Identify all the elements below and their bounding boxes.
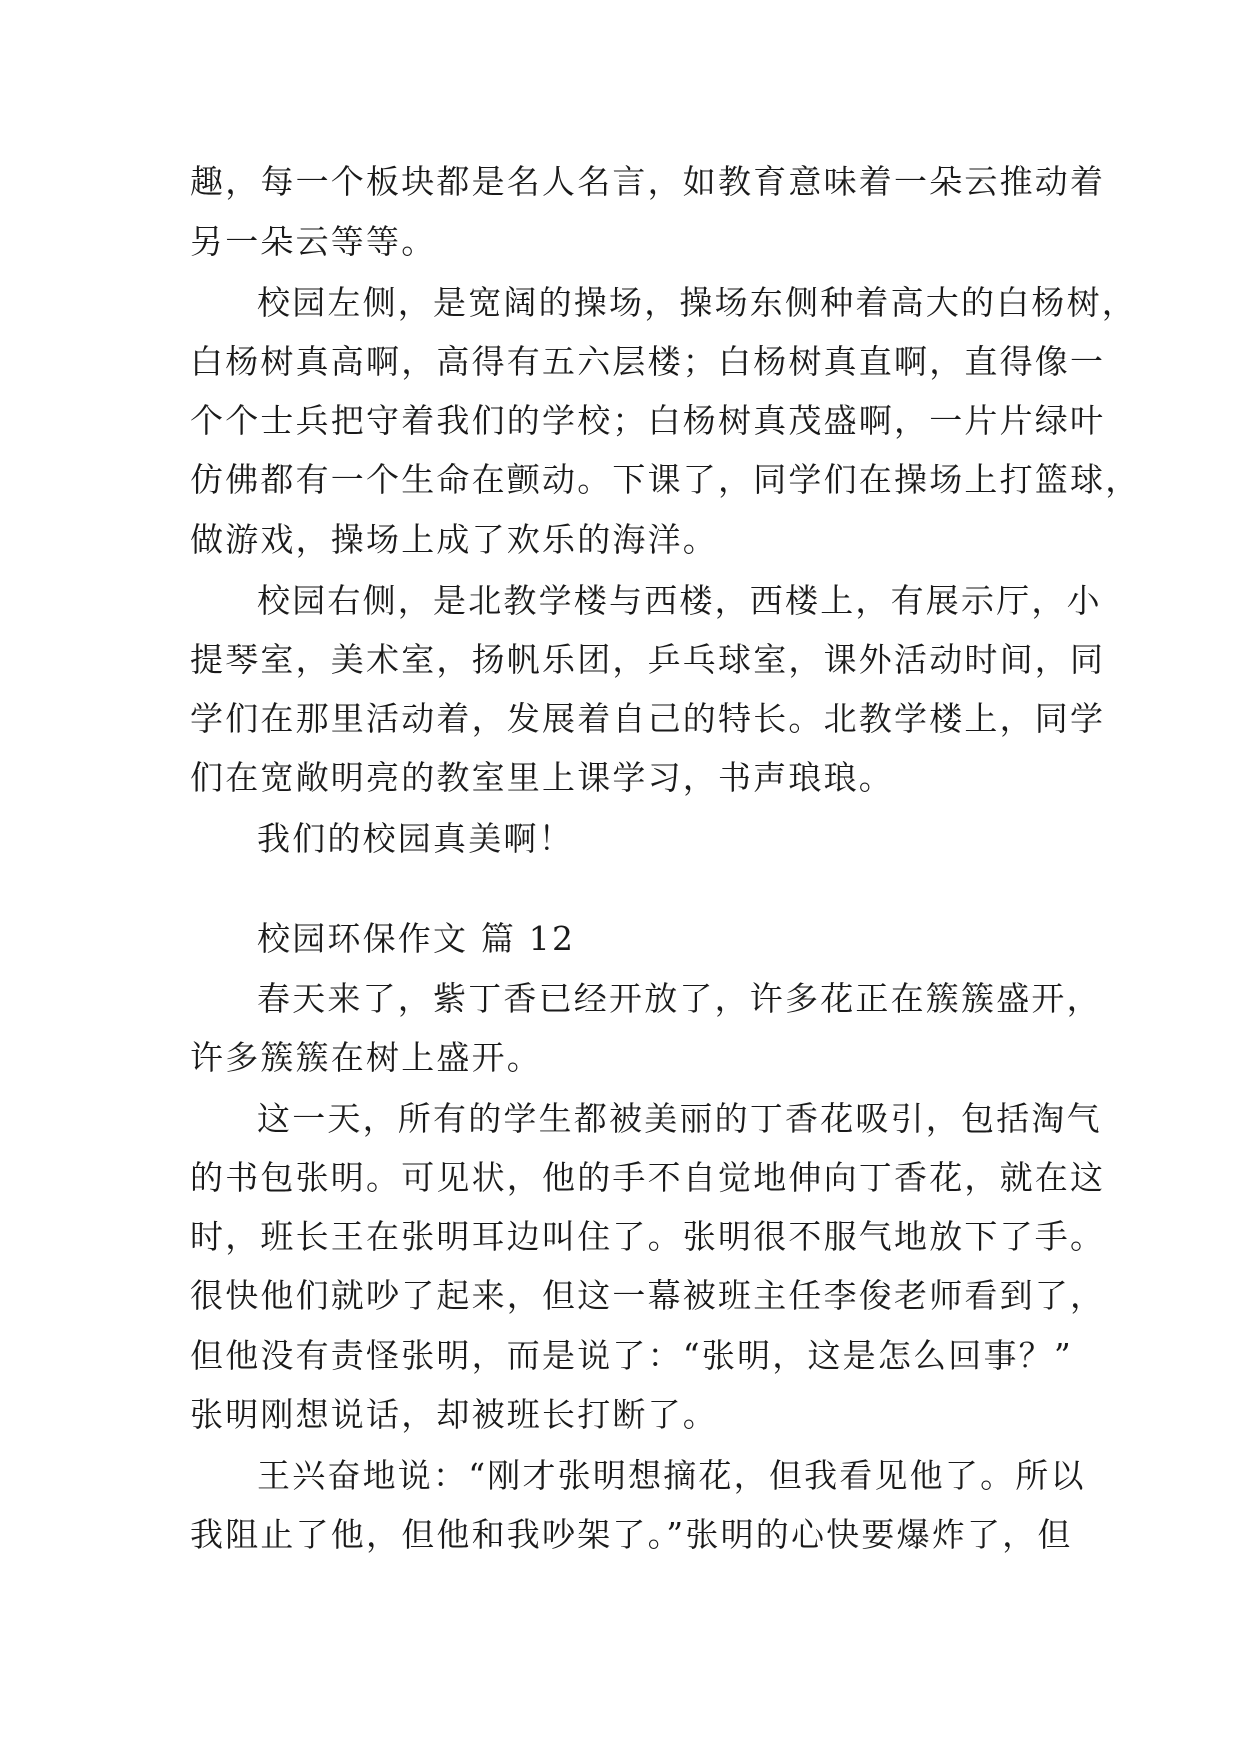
text-line: 时，班长王在张明耳边叫住了。张明很不服气地放下了手。 bbox=[190, 1217, 1106, 1256]
paragraph-first-line: 春天来了，紫丁香已经开放了，许多花正在簇簇盛开， bbox=[257, 979, 1102, 1018]
text-line: 做游戏，操场上成了欢乐的海洋。 bbox=[190, 520, 718, 559]
paragraph-first-line: 校园左侧，是宽阔的操场，操场东侧种着高大的白杨树， bbox=[257, 283, 1137, 322]
text-line: 另一朵云等等。 bbox=[190, 222, 437, 261]
text-line: 张明刚想说话，却被班长打断了。 bbox=[190, 1395, 718, 1434]
text-line: 个个士兵把守着我们的学校；白杨树真茂盛啊，一片片绿叶 bbox=[190, 401, 1106, 440]
text-line: 仿佛都有一个生命在颤动。下课了，同学们在操场上打篮球， bbox=[190, 460, 1141, 499]
text-line: 许多簇簇在树上盛开。 bbox=[190, 1038, 542, 1077]
section-heading: 校园环保作文 篇 12 bbox=[257, 919, 576, 958]
text-line: 很快他们就吵了起来，但这一幕被班主任李俊老师看到了， bbox=[190, 1276, 1106, 1315]
text-line: 白杨树真高啊，高得有五六层楼；白杨树真直啊，直得像一 bbox=[190, 342, 1106, 381]
text-line: 我阻止了他，但他和我吵架了。”张明的心快要爆炸了，但 bbox=[190, 1515, 1073, 1554]
text-line: 们在宽敞明亮的教室里上课学习，书声琅琅。 bbox=[190, 758, 894, 797]
paragraph-first-line: 王兴奋地说：“刚才张明想摘花，但我看见他了。所以 bbox=[257, 1456, 1086, 1495]
text-line: 提琴室，美术室，扬帆乐团，乒乓球室，课外活动时间，同 bbox=[190, 640, 1106, 679]
text-line: 但他没有责怪张明，而是说了：“张明，这是怎么回事？” bbox=[190, 1336, 1073, 1375]
paragraph-first-line: 这一天，所有的学生都被美丽的丁香花吸引，包括淘气 bbox=[257, 1099, 1102, 1138]
text-line: 趣，每一个板块都是名人名言，如教育意味着一朵云推动着 bbox=[190, 162, 1106, 201]
paragraph-first-line: 我们的校园真美啊！ bbox=[257, 819, 574, 858]
text-line: 的书包张明。可见状，他的手不自觉地伸向丁香花，就在这 bbox=[190, 1158, 1106, 1197]
paragraph-first-line: 校园右侧，是北教学楼与西楼，西楼上，有展示厅，小 bbox=[257, 581, 1102, 620]
text-line: 学们在那里活动着，发展着自己的特长。北教学楼上，同学 bbox=[190, 699, 1106, 738]
